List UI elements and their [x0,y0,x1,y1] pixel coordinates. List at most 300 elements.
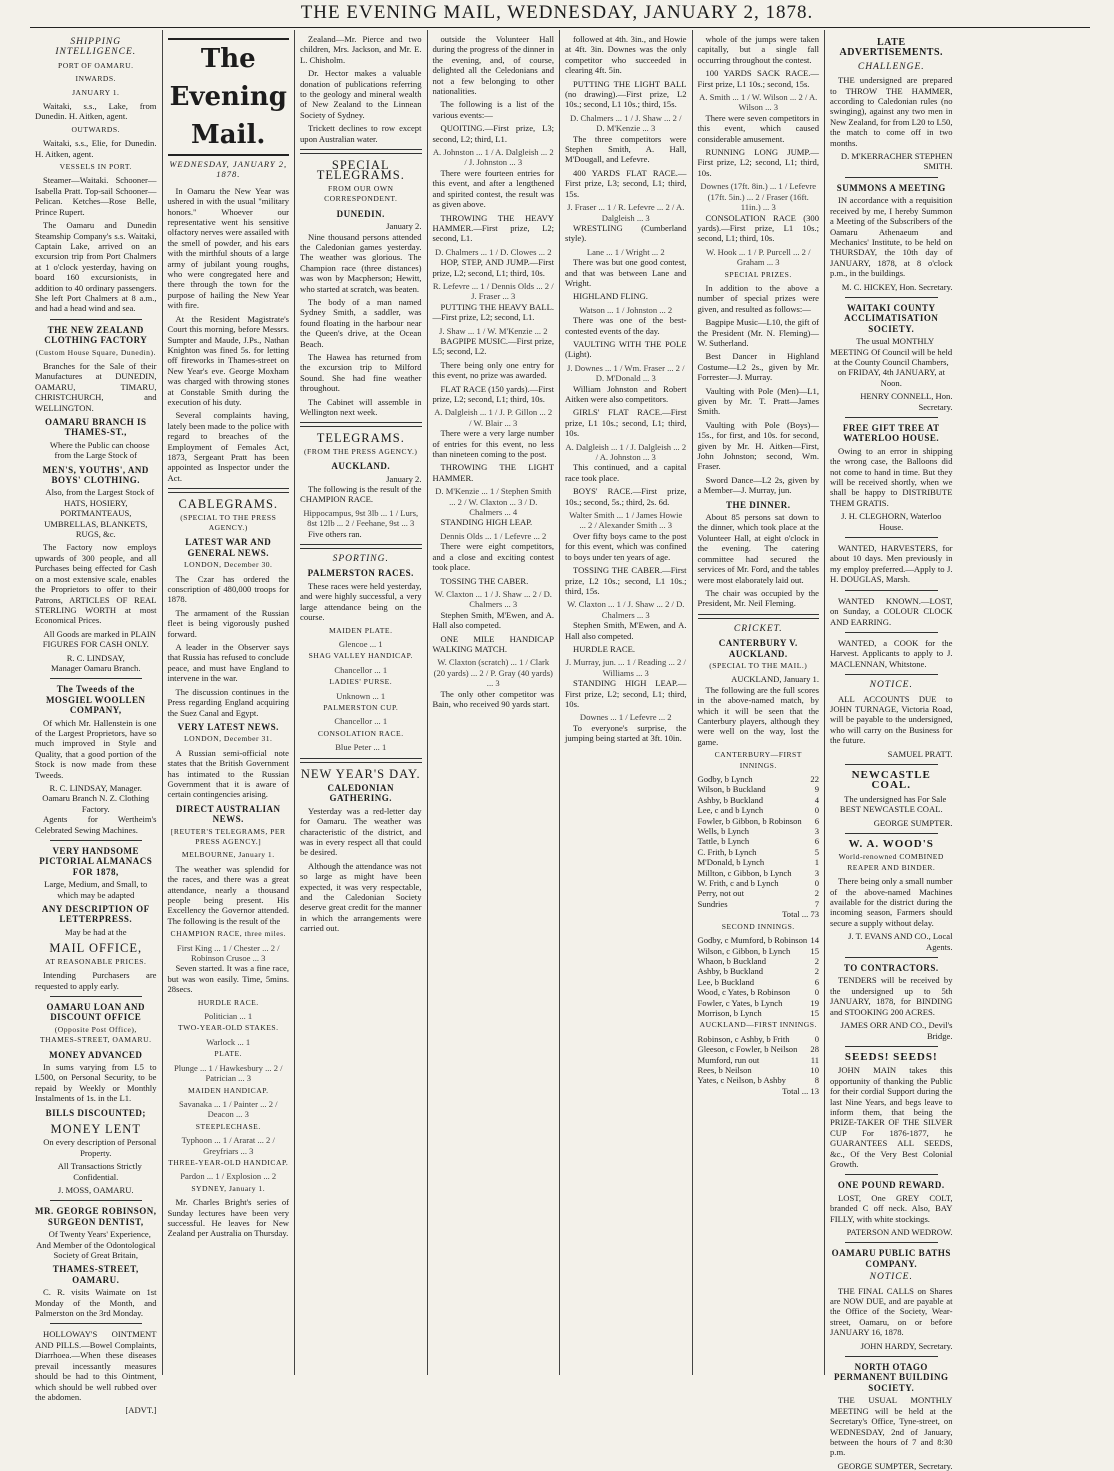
event-heading: STANDING HIGH LEAP. [440,517,533,528]
race-result: Chancellor ... 1 [334,664,388,675]
building-society-heading: NORTH OTAGO PERMANENT BUILDING SOCIETY. [833,1362,949,1393]
loan-ad-text: In sums varying from L5 to L500, on Personal Security, to be repaid by Weekly or Monthly Instalments of 1s. in the L1. [35,1061,157,1104]
event-result: D. M'Kenzie ... 1 / Stephen Smith ... 2 / W. Claxton ... 3 / D. Chalmers ... 4 [435,486,552,518]
score-row [698,1075,820,1085]
building-society-text: THE USUAL MONTHLY MEETING will be held at the Secretary's Office, Tyne-street, on WEDNESDAY, 2nd of January, between the hours of 7 and 8:30 p.m. [830,1395,953,1458]
newspaper-page [30,30,1090,1471]
very-latest-heading: VERY LATEST NEWS. [177,721,279,732]
race-result: Typhoon ... 1 / Ararat ... 2 / Greyfriars ... 3 [181,1135,275,1156]
batsman-name: Godby, b Lynch [697,774,753,784]
special-telegrams-heading: SPECIAL TELEGRAMS. [316,158,405,183]
dunedin-heading: DUNEDIN. [336,208,385,219]
news-item: Trickett declines to row except upon Australian water. [300,123,422,144]
match-date: AUCKLAND, January 1. [731,674,819,685]
auckland-heading: AUCKLAND. [331,461,391,472]
innings-total: Total ... 13 [782,1085,819,1096]
news-item: About 85 persons sat down to the dinner, which took place at the Volunteer Hall, at eight o'clock in the evening. The catering committee had secured the services of Mr. Ford, and the tables were most elaborately laid out. [697,512,819,585]
innings-heading: CANTERBURY—FIRST INNINGS. [714,750,802,770]
divider [845,1046,938,1047]
news-item: There was one of the best-contested events of the day. [565,315,687,336]
score-row [698,956,820,966]
score-row [698,987,820,997]
departure-item: Waitaki, s.s., Elie, for Dunedin. H. Aitken, agent. [35,138,157,159]
event-result: J. Fraser ... 1 / R. Lefevre ... 2 / A. Dalgleish ... 3 [567,202,685,223]
race-result: Savanaka ... 1 / Painter ... 2 / Deacon ... 3 [178,1098,278,1120]
event-result: W. Claxton ... 1 / J. Shaw ... 2 / D. Chalmers ... 3 [434,588,552,610]
column-telegrams [295,30,428,1375]
batsman-runs: 11 [810,1054,819,1065]
divider [845,590,938,591]
batsman-name: Lee, c and b Lynch [697,805,764,816]
inwards-heading: INWARDS. [75,74,116,84]
batsman-runs: 2 [814,955,819,966]
prize-item: Bagpipe Music—L10, the gift of the President (Mr. N. Fleming)—W. Sutherland. [697,317,819,348]
event-result: A. Dalgleish ... 1 / J. P. Gillon ... 2 / W. Blair ... 3 [434,407,553,428]
score-row [698,774,820,784]
event-result: D. Chalmers ... 1 / J. Shaw ... 2 / D. M'Kenzie ... 3 [570,112,682,134]
vessels-list: Steamer—Waitaki. Schooner—Isabella Pratt. Top-sail Schooner—Pelican. Ketches—Rose Belle, Prince Rupert. [35,175,157,217]
batsman-name: Wells, b Lynch [697,826,750,837]
news-item: There were a very large number of entries for this event, no less than nineteen coming to the post. [432,428,554,460]
inspector-paragraph: Several complaints having, lately been made to the police with regard to breaches of the Employment of Females Act, 1873, Sergeant Pratt has been appointed as Inspector under the Act. [167,410,289,483]
divider [168,488,290,493]
prize-item: Vaulting with Pole (Boys)—15s., for first, and 10s. for second, given by Mr. H. Aitken—First, John Johnston; second, Wm. Fraser. [697,419,819,472]
reaper-signature: J. T. EVANS AND CO., Local Agents. [848,931,953,952]
acclimatisation-signature: HENRY CONNELL, Hon. Secretary. [860,391,953,412]
prize-item: Vaulting with Pole (Men)—L1, given by Mr. T. Pratt—James Smith. [697,385,819,417]
race-result: Politician ... 1 [204,1011,253,1022]
news-item: Five others ran. [308,528,362,539]
batsman-name: Ashby, b Buckland [697,794,764,805]
free-gift-text: Owing to an error in shipping the wrong case, the Balloons did not come to hand in time. But they will be received shortly, when we shall be happy to DISTRIBUTE THEM GRATIS. [830,445,953,508]
race-result: Unknown ... 1 [336,690,386,701]
news-item: Zealand—Mr. Pierce and two children, Mrs. Jackson, and Mr. E. L. Chisholm. [300,34,422,65]
latest-news-date: LONDON, December 30. [184,560,273,570]
event-result: W. Claxton ... 1 / J. Shaw ... 2 / D. Chalmers ... 3 [567,599,685,620]
event-result: J. Murray, jun. ... 1 / Reading ... 2 / Williams ... 3 [565,657,686,678]
dentist-ad-note: C. R. visits Waimate on 1st Monday of the Month, and Palmerston on the 3rd Monday. [35,1287,157,1319]
divider [845,417,938,418]
batsman-name: Gleeson, c Fowler, b Neilson [697,1044,798,1055]
race-result: Chancellor ... 1 [334,716,388,727]
news-item: The armament of the Russian fleet is being vigorously pushed forward. [167,607,289,639]
divider [845,1242,938,1243]
event-heading: WRESTLING (Cumberland style). [565,222,687,244]
divider [845,297,938,298]
score-row [698,805,820,815]
batsman-runs: 14 [810,935,819,946]
score-row [698,966,820,976]
batsman-name: Millton, c Gibbon, b Lynch [697,867,792,878]
news-item: To everyone's surprise, the jumping being started at 3ft. 10in. [565,722,687,744]
batsman-name: Robinson, c Ashby, b Frith [697,1033,790,1044]
australian-news-date: MELBOURNE, January 1. [181,850,275,860]
editorial-paragraph: In Oamaru the New Year was ushered in with the usual "military honors." Whoever our representative went his sensitive olfactory nerves were assailed with the smell of powder, and his ears with the mirthful shouts of a large army of jubilant young roughs, who were congregated here and there through the town for the purpose of hailing the New Year with fire. [167,185,289,311]
divider [50,1200,142,1201]
news-item: A leader in the Observer says that Russia has refused to conclude peace, and must have England to intervene in the war. [167,642,289,684]
loan-ad-bills: BILLS DISCOUNTED; [45,1107,146,1118]
score-row [698,1034,820,1044]
tweeds-ad-agents: Agents for Wertheim's Celebrated Sewing Machines. [35,814,157,835]
race-heading: PLATE. [214,1049,243,1059]
news-item: The Czar has ordered the conscription of 480,000 troops for 1878. [167,573,289,605]
contractors-heading: TO CONTRACTORS. [843,963,939,974]
divider [845,537,938,538]
race-result: Pardon ... 1 / Explosion ... 2 [180,1171,277,1182]
race-result: Hippocampus, 9st 3lb ... 1 / Lurs, 8st 12lb ... 2 / Feehane, 9st ... 3 [303,507,419,529]
acclimatisation-heading: WAITAKI COUNTY ACCLIMATISATION SOCIETY. [844,302,939,334]
batsman-name: Wilson, c Gibbon, b Lynch [697,945,791,956]
batsman-name: Godby, c Mumford, b Robinson [697,935,808,946]
wanted-ad: WANTED, HARVESTERS, for about 10 days. Men previously in my employ preferred.—Apply to J. H. DOUGLAS, Marsh. [830,543,953,585]
clothing-ad-text: Branches for the Sale of their Manufactures at DUNEDIN, OAMARU, TIMARU, CHRISTCHURCH, and WELLINGTON. [35,360,157,413]
news-item: A Russian semi-official note states that the British Government has intimated to the Russian Government that it is aware of certain contingencies arising. [167,747,289,800]
contractors-signature: JAMES ORR AND CO., Devil's Bridge. [840,1020,953,1041]
building-society-signature: GEORGE SUMPTER, Secretary. [837,1460,953,1471]
caledonian-heading: CALEDONIAN GATHERING. [327,782,394,804]
news-item: Although the attendance was not so large as might have been expected, it was very respectable, and the Caledonian Society deserve great credit for the manner in which the arrangements were carried out. [300,860,422,934]
edition-dateline: WEDNESDAY, JANUARY 2, 1878. [169,159,288,180]
reward-text: LOST, One GREY COLT, branded C off neck. Also, BAY FILLY, with white stockings. [830,1192,953,1224]
column-dinner-cricket [693,30,826,1375]
score-row [698,1044,820,1054]
race-heading: PALMERSTON CUP. [323,702,399,712]
latest-news-heading: LATEST WAR AND GENERAL NEWS. [185,537,272,558]
batsman-name: Yates, c Neilson, b Ashby [697,1075,786,1086]
almanac-ad-text: Large, Medium, and Small, to which may be adapted [44,879,148,900]
score-row [698,1008,820,1018]
divider [300,544,422,549]
column-games-2 [560,30,693,1375]
score-row [698,826,820,836]
batsman-name: Perry, not out [697,888,744,899]
inwards-date: JANUARY 1. [72,87,120,97]
batsman-name: Mumford, run out [697,1054,760,1065]
late-ads-heading: LATE ADVERTISEMENTS. [839,37,944,59]
sporting-heading: SPORTING. [332,554,389,565]
score-row [698,784,820,794]
event-result: D. Chalmers ... 1 / D. Clowes ... 2 [435,246,552,257]
race-result: Blue Peter ... 1 [335,742,387,753]
baths-notice: NOTICE. [869,1272,913,1283]
news-item: The body of a man named Sydney Smith, a saddler, was found floating in the harbour near the Queen's drive, at the Ocean Beach. [300,296,422,349]
batsman-runs: 8 [814,1075,819,1086]
prize-item: Sword Dance—L2 2s, given by a Member—J. Murray, jun. [697,474,819,496]
loan-ad-confidential: All Transactions Strictly Confidential. [57,1161,142,1182]
race-result: First King ... 1 / Chester ... 2 / Robinson Crusoe ... 3 [176,942,280,964]
coal-signature: GEORGE SUMPTER. [873,817,953,828]
event-heading: TOSSING THE CABER. [440,575,529,586]
holloway-ad-text: HOLLOWAY'S OINTMENT AND PILLS.—Bowel Complaints, Diarrhoea.—When these diseases prevail incessantly measures should be had to this Ointment, which should be well rubbed over the abdomen. [35,1329,157,1402]
baths-text: THE FINAL CALLS on Shares are NOW DUE, and are payable at the Office of the Society, Wear-street, Oamaru, on or before JANUARY 16, 1878. [830,1285,953,1338]
batsman-runs: 0 [814,878,819,889]
holloway-ad-tag: [ADVT.] [125,1405,157,1416]
new-years-day-heading: NEW YEAR'S DAY. [300,766,421,781]
race-result: Glencoe ... 1 [338,638,383,649]
news-item: The discussion continues in the Press regarding England acquiring the Suez Canal and Egypt. [167,686,289,718]
score-row [698,899,820,909]
shipping-heading: SHIPPING INTELLIGENCE. [55,37,137,58]
batsman-runs: 19 [810,997,819,1008]
almanac-ad-note: Intending Purchasers are requested to apply early. [35,970,157,991]
divider [845,177,938,178]
reaper-sub: World-renowned COMBINED REAPER AND BINDER. [838,852,944,872]
scorecard [698,1034,820,1086]
batsman-name: Sundries [697,898,728,909]
batsman-runs: 6 [814,815,819,826]
news-item: outside the Volunteer Hall during the progress of the dinner in the evening, and, of course, delighted all the Celedonians and not a few belonging to other nationalities. [432,34,554,97]
almanac-ad-desc: ANY DESCRIPTION OF LETTERPRESS. [41,904,150,925]
divider [300,758,422,763]
divider [300,422,422,427]
event-result: A. Smith ... 1 / W. Wilson ... 2 / A. Wilson ... 3 [699,92,818,113]
event-heading: THROWING THE LIGHT HAMMER. [432,462,554,483]
divider [845,1356,938,1357]
contractors-text: TENDERS will be received by the undersigned up to 5th JANUARY, 1878, for BINDING and STOOKING 200 ACRES. [830,975,953,1017]
batsman-runs: 22 [810,774,819,784]
loan-ad-money: MONEY ADVANCED [49,1049,143,1060]
dentist-ad-text: Of Twenty Years' Experience, And Member of the Odontological Society of Great Britain, [36,1229,156,1261]
batsman-name: Wilson, b Buckland [697,784,766,795]
newspaper-nameplate: The Evening Mail. [168,38,290,156]
batsman-runs: 3 [814,826,819,837]
news-item: The following is a list of the various events:— [432,99,554,120]
match-heading: CANTERBURY V. AUCKLAND. [718,638,798,659]
australian-news-heading: DIRECT AUSTRALIAN NEWS. [175,803,281,825]
wanted-ad: WANTED, a COOK for the Harvest. Applicants to apply to J. MACLENNAN, Whitstone. [830,637,953,669]
special-prizes-heading: SPECIAL PRIZES. [724,269,792,279]
loan-ad-sub: (Opposite Post Office), THAMES-STREET, OAMARU. [40,1024,152,1045]
event-heading: 100 YARDS SACK RACE.—First prize, L1 10s.; second, 15s. [697,68,819,89]
batsman-name: Morrison, b Lynch [697,1007,762,1018]
almanac-ad-office: MAIL OFFICE, [49,941,143,956]
innings-heading: AUCKLAND—FIRST INNINGS. [699,1020,817,1030]
column-late-advertisements [825,30,958,1471]
clothing-ad-signature: R. C. LINDSAY, [66,652,125,663]
news-item: Nine thousand persons attended the Caledonian games yesterday. The weather was glorious. The Champion race (three distances) was won by Macpherson; Hewitt, who started at scratch, was beaten. [300,231,422,294]
event-heading: CONSOLATION RACE (300 yards).—First prize, L1 10s.; second, L1; third, 10s. [697,212,819,244]
divider [50,996,142,997]
divider [50,840,142,841]
race-result: Plunge ... 1 / Hawkesbury ... 2 / Patrician ... 3 [173,1062,283,1084]
baths-signature: JOHN HARDY, Secretary. [860,1340,953,1351]
outwards-heading: OUTWARDS. [71,124,121,134]
wanted-ad: WANTED KNOWN.—LOST, on Sunday, a COLOUR CLOCK AND EARRING. [830,595,953,627]
score-row [698,1065,820,1075]
news-item: The only other competitor was Bain, who received 90 yards start. [432,688,554,709]
batsman-name: W. Frith, c and b Lynch [697,878,779,889]
news-item: Stephen Smith, M'Ewen, and A. Hall also competed. [432,609,554,631]
news-item: Over fifty boys came to the post for this event, which was confined to boys under ten years of age. [565,530,687,562]
score-row [698,888,820,898]
column-shipping [30,30,163,1416]
notice-signature: SAMUEL PRATT. [887,748,953,759]
race-result: Warlock ... 1 [206,1036,251,1047]
news-item: There were seven competitors in this event, which caused considerable amusement. [697,112,819,144]
news-item: The Hawea has returned from the excursion trip to Milford Sound. She had fine weather throughout. [300,351,422,394]
divider [845,1174,938,1175]
batsman-runs: 3 [814,867,819,878]
race-heading: TWO-YEAR-OLD STAKES. [177,1023,279,1033]
clothing-ad-text4: The Factory now employs upwards of 300 people, and all Purchases being effected for Cash on a most extensive scale, enables the Proprietors to offer to their Patrons, ARTICLES OF REAL STERLING WORTH at most Economical Prices. [35,542,157,626]
very-latest-date: LONDON, December 31. [184,734,273,744]
batsman-runs: 7 [814,898,819,909]
news-item: The chair was occupied by the President, Mr. Neil Fleming. [697,587,819,609]
news-item: The following is the result of the CHAMPION RACE. [300,484,422,505]
port-heading: PORT OF OAMARU. [58,60,134,70]
almanac-ad-prices: AT REASONABLE PRICES. [45,956,147,966]
divider [845,957,938,958]
loan-ad-signature: J. MOSS, OAMARU. [57,1185,134,1195]
challenge-heading: CHALLENGE. [857,61,925,72]
event-heading: HIGHLAND FLING. [573,291,648,302]
baths-heading: OAMARU PUBLIC BATHS COMPANY. [831,1248,951,1269]
batsman-runs: 15 [810,945,819,956]
race-heading: STEEPLECHASE. [195,1121,261,1131]
event-heading: QUOITING.—First prize, L3; second, L2; third, L1. [432,123,554,144]
event-heading: 400 YARDS FLAT RACE.—First prize, L3; second, L1; third, 15s. [565,167,687,199]
australian-news-sub: [REUTER'S TELEGRAMS, PER PRESS AGENCY.] [170,826,286,846]
race-note: Seven started. It was a fine race, but was won easily. Time, 5mins. 28secs. [167,963,289,995]
batsman-runs: 2 [814,888,819,899]
batsman-runs: 15 [810,1007,819,1018]
event-heading: HURDLE RACE. [573,643,636,654]
event-heading: GIRLS' FLAT RACE.—First prize, L1 10s.; second, L1; third, 10s. [565,407,687,439]
almanac-ad-had: May be had at the [64,926,127,937]
score-row [698,977,820,987]
batsman-runs: 2 [814,966,819,977]
batsman-name: Ashby, b Buckland [697,966,764,977]
shipping-paragraph: The Oamaru and Dunedin Steamship Company's s.s. Waitaki, Captain Lake, arrived on an excursion trip from Port Chalmers at 1 o'clock yesterday, having on board 160 excursionists, in addition to 40 ordinary passengers. She left Port Chalmers at 8 a.m., and had a head wind and sea. [35,220,157,314]
reward-heading: ONE POUND REWARD. [837,1180,945,1191]
match-sub: (SPECIAL TO THE MAIL.) [709,660,808,670]
special-telegrams-sub: FROM OUR OWN CORRESPONDENT. [324,183,398,204]
prize-item: Best Dancer in Highland Costume—L2 2s., given by Mr. Forrester—J. Murray. [697,351,819,383]
summons-text: IN accordance with a requisition received by me, I hereby Summon a Meeting of the Subscribers of the Oamaru Athenaeum and Mechanics' Institute, to be held on THURSDAY, the 10th day of JANUARY, 1878, at 8 o'clock p.m., in the buildings. [830,195,953,279]
score-row [698,795,820,805]
score-row [698,946,820,956]
score-row [698,878,820,888]
batsman-name: Rees, b Neilson [697,1064,752,1075]
batsman-runs: 1 [814,857,819,868]
divider [300,149,422,154]
notice-heading: NOTICE. [869,680,913,691]
race-heading: CONSOLATION RACE. [317,728,404,738]
free-gift-signature: J. H. CLEGHORN, Waterloo House. [841,511,942,532]
event-heading: THROWING THE HEAVY HAMMER.—First prize, L2; second, L1. [432,212,554,244]
event-result: J. Downes ... 1 / Wm. Fraser ... 2 / D. M'Donald ... 3 [566,362,685,384]
clothing-ad-stock: MEN'S, YOUTHS', AND BOYS' CLOTHING. [42,464,149,486]
divider [50,1323,142,1324]
event-heading: HOP, STEP, AND JUMP.—First prize, L2; second, L1; third, 10s. [432,257,554,278]
innings-heading: SECOND INNINGS. [721,921,795,931]
cricket-heading: CRICKET. [733,623,783,634]
clothing-ad-text3: Also, from the Largest Stock of HATS, HOSIERY, PORTMANTEAUS, UMBRELLAS, BLANKETS, RUGS, &c. [44,487,155,540]
news-item: These races were held yesterday, and were highly successful, a very large attendance being on the course. [300,580,422,623]
dentist-ad-heading: MR. GEORGE ROBINSON, SURGEON DENTIST, [35,1206,157,1227]
clothing-ad-branch: OAMARU BRANCH IS THAMES-ST., [44,417,147,438]
seeds-text: JOHN MAIN takes this opportunity of thanking the Public for their cordial Support during the last Nine Years, and begs leave to inform them, that being the PRIZE-TAKER OF THE SILVER CUP For 1876-1877, he GUARANTEES ALL SEEDS, &c., Of the Very Best Colonial Growth. [830,1065,953,1169]
palmerston-heading: PALMERSTON RACES. [307,568,414,579]
reaper-heading: W. A. WOOD'S [848,838,934,850]
batsman-runs: 28 [810,1044,819,1055]
scorecard [698,774,820,909]
batsman-runs: 9 [814,784,819,795]
news-item: Dr. Hector makes a valuable donation of publications referring to the geology and mineral wealth of New Zealand to the Linnean Society of Sydney. [300,68,422,120]
vessels-heading: VESSELS IN PORT. [59,162,132,172]
event-result: W. Claxton (scratch) ... 1 / Clark (20 yards) ... 2 / P. Gray (40 yards) ... 3 [433,657,553,689]
masthead-rule [30,27,1090,28]
batsman-name: Whaon, b Buckland [697,955,766,966]
event-result: Downes (17ft. 8in.) ... 1 / Lefevre (17ft. 5in.) ... 2 / Fraser (16ft. 11in.) ... 3 [700,181,817,213]
notice-text: ALL ACCOUNTS DUE to JOHN TURNAGE, Victoria Road, will be payable to the undersigned, who will carry on the Business for the future. [830,693,953,746]
news-item: There were fourteen entries for this event, and after a lengthened and spirited contest, the result was as given above. [432,167,554,210]
tweeds-ad-text: Of which Mr. Hallenstein is one of the Largest Proprietors, have so much improved in Style and Quality, that a good portion of the Stock is now made from these Tweeds. [35,717,157,780]
batsman-name: M'Donald, b Lynch [697,857,765,868]
clothing-ad-goods: All Goods are marked in PLAIN FIGURES FOR CASH ONLY. [42,628,156,650]
cablegrams-sub: (SPECIAL TO THE PRESS AGENCY.) [180,512,277,532]
event-result: A. Dalgleish ... 1 / J. Dalgleish ... 2 / A. Johnston ... 3 [565,441,687,463]
score-row [698,816,820,826]
score-row [698,1055,820,1065]
event-heading: TOSSING THE CABER.—First prize, L2 10s.; second, L1 10s.; third, 15s. [565,565,687,596]
news-item: William Johnston and Robert Aitken were also competitors. [565,383,687,404]
event-heading: STANDING HIGH LEAP.—First prize, L2; second, L1; third, 10s. [565,678,687,709]
batsman-name: Tattle, b Lynch [697,836,750,847]
batsman-runs: 5 [814,846,819,857]
score-row [698,868,820,878]
score-row [698,836,820,846]
news-item: There being only one entry for this event, no prize was awarded. [432,359,554,381]
divider [698,614,820,619]
telegrams-heading: TELEGRAMS. [316,431,405,446]
newspaper-masthead: THE EVENING MAIL, WEDNESDAY, JANUARY 2, 1878. [300,2,814,23]
event-result: Dennis Olds ... 1 / Lefevre ... 2 [440,530,547,541]
tweeds-ad-note: Oamaru Branch N. Z. Clothing Factory. [42,793,150,814]
news-item: There were eight competitors, and a close and exciting contest took place. [432,541,554,573]
tweeds-ad-heading: The Tweeds of the MOSGIEL WOOLLEN COMPANY, [45,684,146,716]
clothing-ad-heading: THE NEW ZEALAND CLOTHING FACTORY [44,324,148,346]
batsman-runs: 10 [810,1064,819,1075]
race-heading: HURDLE RACE. [197,997,259,1007]
column-games-1 [428,30,561,1375]
news-item: The weather was splendid for the races, and there was a great attendance, nearly a thousand people being present. His Excellency the Governor attended. The following is the result of the [167,863,289,926]
event-heading: VAULTING WITH THE POLE (Light). [565,338,687,360]
event-result: W. Hook ... 1 / P. Purcell ... 2 / Graham ... 3 [706,246,811,268]
event-result: Lane ... 1 / Wright ... 2 [586,246,665,257]
challenge-text: THE undersigned are prepared to THROW THE HAMMER, according to Caledonian rules (no swinging), against any two men in New Zealand, for from L20 to L50, the match to come off in two months. [830,75,953,148]
news-item: The following are the full scores in the above-named match, by which it will be seen that the Canterbury players, although they were well on the way, lost the game. [697,684,819,747]
scorecard [698,935,820,1018]
race-heading: MAIDEN PLATE. [329,625,393,635]
batsman-runs: 6 [814,836,819,847]
batsman-name: Fowler, c Yates, b Lynch [697,997,783,1008]
divider [845,833,938,834]
race-heading: THREE-YEAR-OLD HANDICAP. [168,1157,289,1167]
batsman-runs: 0 [814,987,819,998]
race-heading: SHAG VALLEY HANDICAP. [308,651,413,661]
race-heading: MAIDEN HANDICAP. [187,1085,269,1095]
news-item: whole of the jumps were taken capitally, but a single fall occurring throughout the contest. [697,34,819,65]
news-item: Mr. Charles Bright's series of Sunday lectures have been very successful. He leaves for New Zealand per Australia on Thursday. [167,1197,289,1239]
score-row [698,998,820,1008]
seeds-heading: SEEDS! SEEDS! [844,1050,938,1063]
free-gift-heading: FREE GIFT TREE AT WATERLOO HOUSE. [842,423,940,444]
batsman-runs: 0 [814,805,819,816]
event-heading: PUTTING THE HEAVY BALL.—First prize, L2; second, L1. [432,301,554,323]
score-row [698,847,820,857]
loan-ad-heading: OAMARU LOAN AND DISCOUNT OFFICE [46,1001,145,1023]
